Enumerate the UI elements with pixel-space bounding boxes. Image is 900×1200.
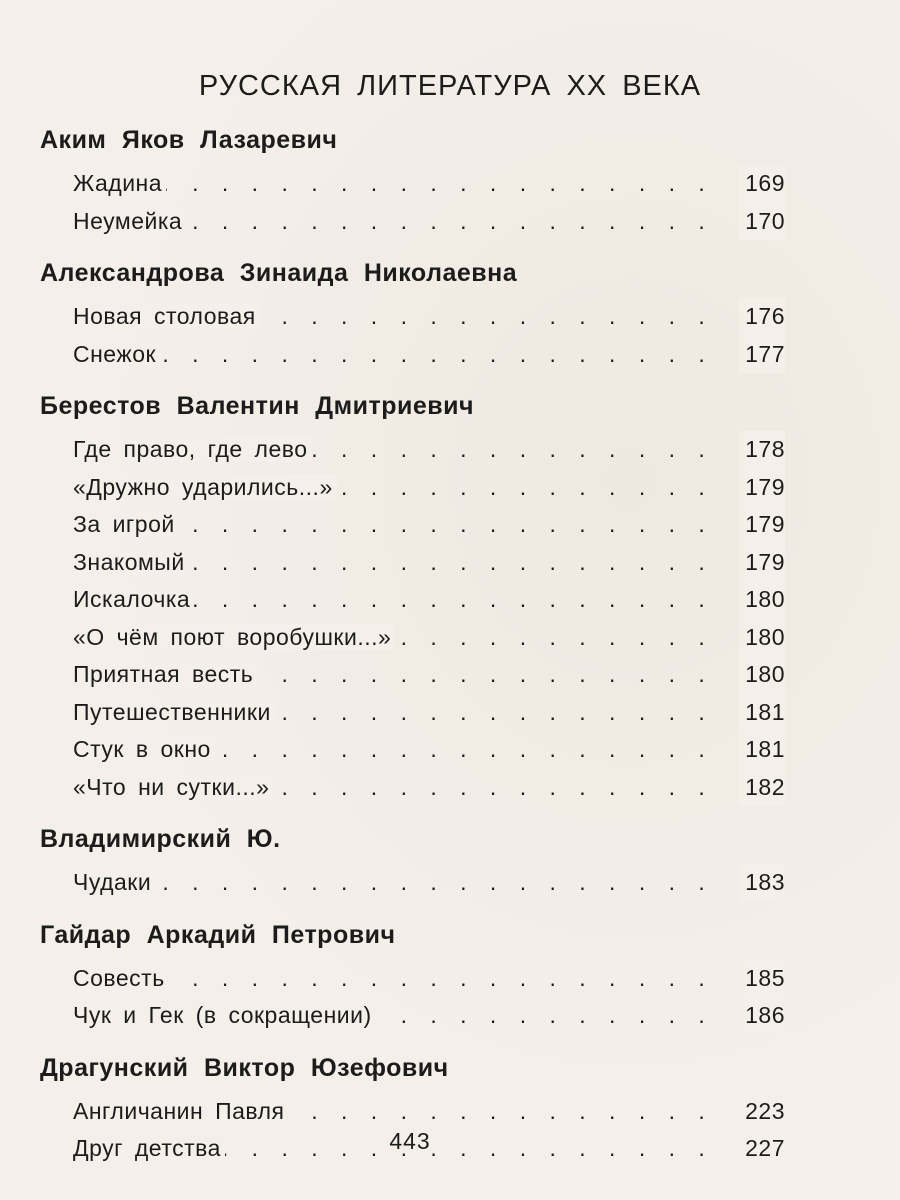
toc-entry <box>40 656 785 694</box>
toc-entry <box>40 336 785 374</box>
entry-page: 169 <box>739 165 785 203</box>
toc-entry <box>40 1093 785 1131</box>
entry-title: «О чём поют воробушки...» <box>73 624 395 650</box>
dot-leader <box>73 864 725 902</box>
toc-entry <box>40 165 785 203</box>
entry-title: Снежок <box>73 341 160 367</box>
toc-entry <box>40 431 785 469</box>
toc-entry <box>40 864 785 902</box>
entry-title: Совесть <box>73 965 169 991</box>
entry-page: 180 <box>739 656 785 694</box>
entry-page: 186 <box>739 997 785 1035</box>
entry-page: 178 <box>739 431 785 469</box>
dot-leader <box>73 960 725 998</box>
entry-title: Искалочка <box>73 586 194 612</box>
toc-entry <box>40 619 785 657</box>
toc-entry <box>40 544 785 582</box>
toc-entry <box>40 469 785 507</box>
entry-page: 183 <box>739 864 785 902</box>
entry-page: 179 <box>739 469 785 507</box>
entry-page: 170 <box>739 203 785 241</box>
entry-title: Жадина <box>73 170 166 196</box>
entry-title: Неумейка <box>73 208 186 234</box>
toc-entry <box>40 960 785 998</box>
entry-page: 223 <box>739 1093 785 1131</box>
entry-title: Приятная весть <box>73 661 257 687</box>
entry-title: Где право, где лево <box>73 436 312 462</box>
page-number: 443 <box>389 1128 431 1154</box>
entry-page: 182 <box>739 769 785 807</box>
entry-page: 181 <box>739 694 785 732</box>
entry-title: Знакомый <box>73 549 189 575</box>
author-heading: Владимирский Ю. <box>40 825 281 853</box>
author-heading: Гайдар Аркадий Петрович <box>40 920 396 949</box>
entry-page: 176 <box>739 298 785 336</box>
entry-title: Путешественники <box>73 699 275 725</box>
author-heading: Аким Яков Лазаревич <box>40 126 338 154</box>
author-heading: Драгунский Виктор Юзефович <box>40 1053 449 1082</box>
entry-title: Чудаки <box>73 869 155 895</box>
entry-page: 185 <box>739 960 785 998</box>
entry-page: 179 <box>739 544 785 582</box>
dot-leader <box>73 336 725 374</box>
entry-title: Новая столовая <box>73 303 260 329</box>
entry-title: Друг детства <box>73 1135 225 1161</box>
toc-entry <box>40 298 785 336</box>
entry-page: 180 <box>739 581 785 619</box>
entry-page: 180 <box>739 619 785 657</box>
entry-title: Чук и Гек (в сокращении) <box>73 1002 376 1028</box>
toc-entry <box>40 506 785 544</box>
entry-title: Англичанин Павля <box>73 1098 289 1124</box>
entry-title: «Что ни сутки...» <box>73 774 273 800</box>
entry-title: Стук в окно <box>73 736 215 762</box>
author-heading: Берестов Валентин Дмитриевич <box>40 392 475 420</box>
entry-page: 179 <box>739 506 785 544</box>
toc-entry <box>40 997 785 1035</box>
toc-entry <box>40 581 785 619</box>
table-of-contents <box>40 115 785 1168</box>
entry-title: За игрой <box>73 511 179 537</box>
entry-page: 177 <box>739 336 785 374</box>
toc-entry <box>40 203 785 241</box>
toc-entry <box>40 731 785 769</box>
author-heading: Александрова Зинаида Николаевна <box>40 259 518 287</box>
section-title: РУССКАЯ ЛИТЕРАТУРА ХХ ВЕКА <box>198 70 702 102</box>
toc-entry <box>40 769 785 807</box>
entry-page: 227 <box>739 1130 785 1168</box>
dot-leader <box>73 165 725 203</box>
entry-page: 181 <box>739 731 785 769</box>
toc-entry <box>40 694 785 732</box>
entry-title: «Дружно ударились...» <box>73 474 337 500</box>
